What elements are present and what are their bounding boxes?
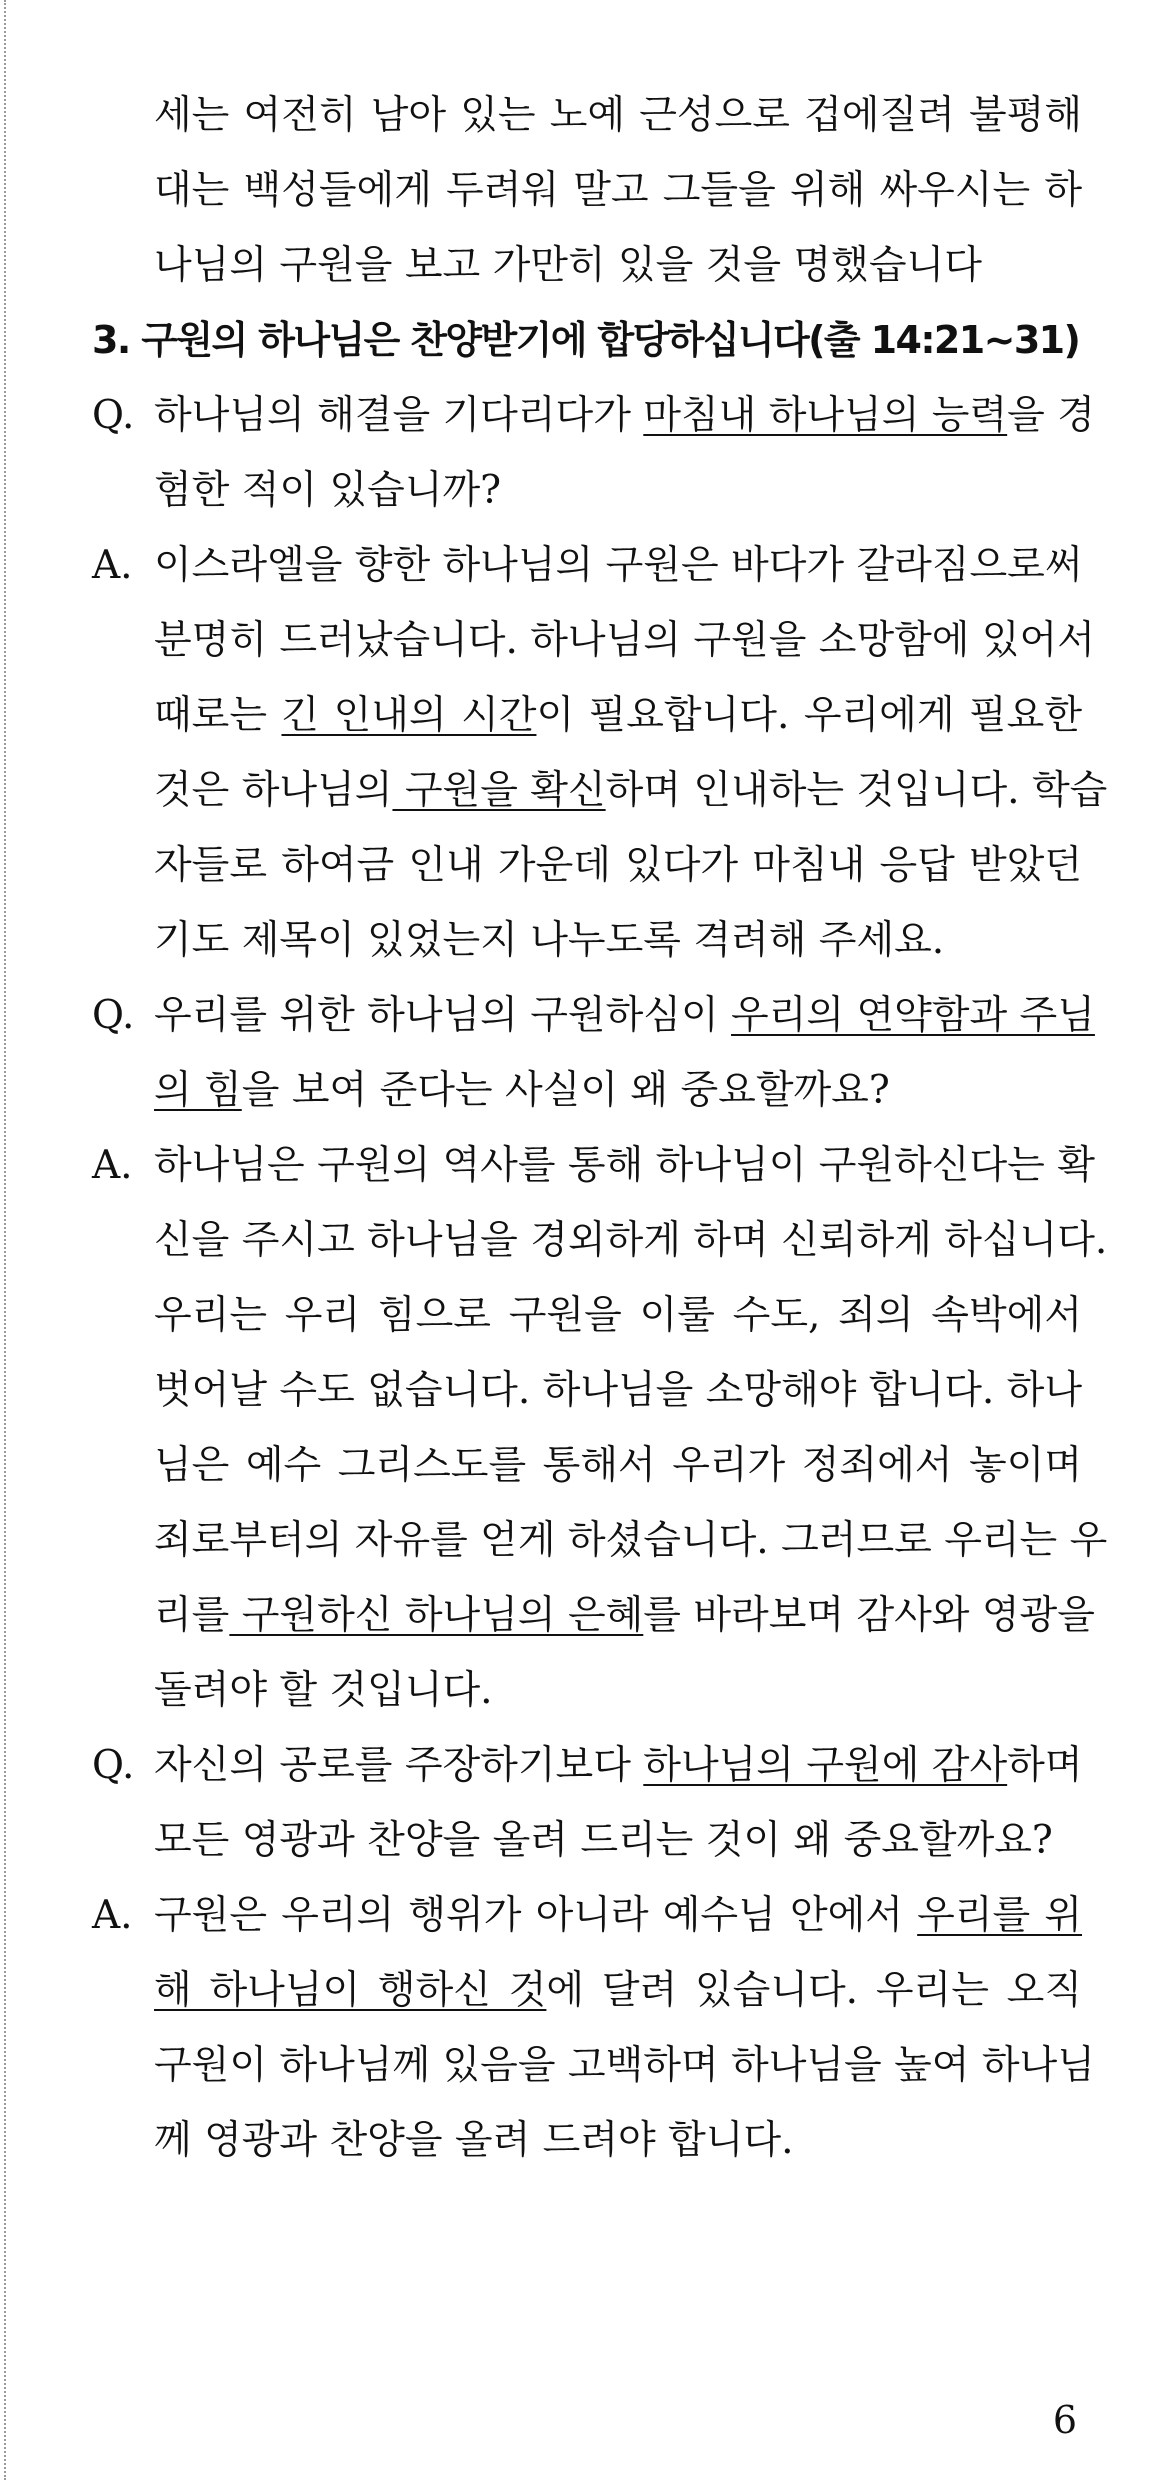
intro-line — [92, 228, 1082, 303]
qa-line-text — [154, 1278, 1082, 1353]
text-segment: 자들로 하여금 인내 가운데 있다가 마침내 응답 받았던 — [154, 843, 1082, 888]
text-segment: 하나님의 해결을 기다리다가 — [154, 393, 644, 438]
text-segment: 리를 — [154, 1593, 230, 1638]
text-segment: 신을 주시고 하나님을 경외하게 하며 신뢰하게 하십니다. — [154, 1218, 1108, 1263]
question-marker: Q. — [92, 1743, 135, 1788]
qa-line — [92, 1503, 1108, 1578]
indent-spacer — [92, 2028, 154, 2103]
qa-line — [92, 1653, 1082, 1728]
left-margin-dotted-rule — [4, 0, 6, 2480]
qa-line — [92, 678, 1082, 753]
qa-line — [92, 603, 1095, 678]
indent-spacer — [92, 828, 154, 903]
text-segment: 분명히 드러났습니다. 하나님의 구원을 소망함에 있어서 — [154, 618, 1095, 663]
text-segment: 때로는 — [154, 693, 282, 738]
text-segment: 하며 — [1007, 1743, 1083, 1788]
indent-spacer — [92, 1653, 154, 1728]
qa-line — [92, 828, 1082, 903]
qa-line-text — [154, 2103, 1082, 2178]
qa-line — [92, 1803, 1082, 1878]
answer-block — [92, 528, 1108, 978]
qa-line-text — [154, 528, 1083, 603]
text-segment: 께 영광과 찬양을 올려 드려야 합니다. — [154, 2118, 794, 2163]
underlined-phrase: 구원하신 하나님의 은혜 — [229, 1593, 644, 1638]
underlined-phrase: 하나님의 구원에 감사 — [643, 1743, 1008, 1788]
qa-line — [92, 2028, 1095, 2103]
text-segment: 우리는 우리 힘으로 구원을 이룰 수도, 죄의 속박에서 — [154, 1293, 1082, 1338]
text-segment: 구원이 하나님께 있음을 고백하며 하나님을 높여 하나님 — [154, 2043, 1095, 2088]
qa-line-text — [154, 1053, 1082, 1128]
underlined-phrase: 우리의 연약함과 주님 — [731, 993, 1095, 1038]
text-segment: 돌려야 할 것입니다. — [154, 1668, 493, 1713]
qa-line-text — [154, 1503, 1107, 1578]
intro-line-text: 세는 여전히 남아 있는 노예 근성으로 겁에질려 불평해 — [154, 93, 1082, 138]
text-segment: 이스라엘을 향한 하나님의 구원은 바다가 갈라짐으로써 — [154, 543, 1083, 588]
text-segment: 을 보여 준다는 사실이 왜 중요할까요? — [241, 1068, 890, 1113]
question-marker: Q. — [92, 393, 135, 438]
qa-list — [92, 378, 1108, 2178]
qa-line-text — [154, 1803, 1082, 1878]
qa-line — [92, 1953, 1082, 2028]
underlined-phrase: 우리를 위 — [917, 1893, 1083, 1938]
indent-spacer — [92, 453, 154, 528]
qa-line-text — [154, 1728, 1083, 1803]
intro-line-text: 대는 백성들에게 두려워 말고 그들을 위해 싸우시는 하 — [154, 168, 1082, 213]
qa-line-text — [154, 1203, 1107, 1278]
qa-line-text — [154, 1428, 1082, 1503]
qa-line-text — [154, 753, 1107, 828]
question-block — [92, 378, 1095, 528]
text-segment: 기도 제목이 있었는지 나누도록 격려해 주세요. — [154, 918, 945, 963]
text-segment: 험한 적이 있습니까? — [154, 468, 502, 513]
indent-spacer — [92, 903, 154, 978]
underlined-phrase: 의 힘 — [154, 1068, 242, 1113]
text-segment: 님은 예수 그리스도를 통해서 우리가 정죄에서 놓이며 — [154, 1443, 1082, 1488]
qa-line-text — [154, 453, 1082, 528]
question-block — [92, 1728, 1082, 1878]
intro-line-text: 나님의 구원을 보고 가만히 있을 것을 명했습니다 — [154, 243, 982, 288]
indent-spacer — [92, 153, 154, 228]
qa-line — [92, 1728, 1082, 1803]
indent-spacer — [92, 753, 154, 828]
page-number: 6 — [1052, 2398, 1077, 2442]
answer-marker: A. — [92, 1893, 133, 1938]
qa-line-text — [154, 1578, 1095, 1653]
indent-spacer — [92, 1353, 154, 1428]
answer-marker: A. — [92, 1143, 133, 1188]
indent-spacer — [92, 78, 154, 153]
qa-line-text — [154, 903, 1082, 978]
qa-line-text — [154, 378, 1095, 453]
section-heading: 3. 구원의 하나님은 찬양받기에 합당하십니다(출 14:21~31) — [92, 318, 1080, 362]
answer-marker: A. — [92, 543, 133, 588]
indent-spacer — [92, 1503, 154, 1578]
text-segment: 하며 인내하는 것입니다. 학습 — [605, 768, 1108, 813]
indent-spacer — [92, 1578, 154, 1653]
page-body — [92, 78, 1108, 2178]
answer-block — [92, 1128, 1108, 1728]
indent-spacer — [92, 1953, 154, 2028]
question-marker: Q. — [92, 993, 135, 1038]
qa-line-text — [154, 678, 1082, 753]
qa-line — [92, 1353, 1082, 1428]
qa-line — [92, 903, 1082, 978]
qa-line — [92, 528, 1082, 603]
text-segment: 에 달려 있습니다. 우리는 오직 — [546, 1968, 1082, 2013]
text-segment: 죄로부터의 자유를 얻게 하셨습니다. 그러므로 우리는 우 — [154, 1518, 1108, 1563]
qa-line — [92, 1428, 1082, 1503]
qa-line-text — [154, 1653, 1082, 1728]
qa-line-text — [154, 603, 1095, 678]
underlined-phrase: 해 하나님이 행하신 것 — [154, 1968, 547, 2013]
question-block — [92, 978, 1095, 1128]
qa-line — [92, 1203, 1108, 1278]
qa-line — [92, 1053, 1082, 1128]
qa-line — [92, 753, 1108, 828]
indent-spacer — [92, 2103, 154, 2178]
qa-line-text — [154, 1878, 1082, 1953]
indent-spacer — [92, 1203, 154, 1278]
text-segment: 구원은 우리의 행위가 아니라 예수님 안에서 — [154, 1893, 918, 1938]
text-segment: 를 바라보며 감사와 영광을 — [643, 1593, 1095, 1638]
qa-line-text — [154, 1953, 1082, 2028]
answer-block — [92, 1878, 1095, 2178]
text-segment: 하나님은 구원의 역사를 통해 하나님이 구원하신다는 확 — [154, 1143, 1095, 1188]
intro-line — [92, 153, 1082, 228]
intro-line — [92, 78, 1082, 153]
text-segment: 우리를 위한 하나님의 구원하심이 — [154, 993, 732, 1038]
qa-line — [92, 453, 1082, 528]
underlined-phrase: 긴 인내의 시간 — [281, 693, 537, 738]
qa-line-text — [154, 1353, 1082, 1428]
qa-line-text — [154, 2028, 1095, 2103]
qa-line — [92, 2103, 1082, 2178]
indent-spacer — [92, 1803, 154, 1878]
indent-spacer — [92, 228, 154, 303]
indent-spacer — [92, 1428, 154, 1503]
text-segment: 벗어날 수도 없습니다. 하나님을 소망해야 합니다. 하나 — [154, 1368, 1083, 1413]
underlined-phrase: 구원을 확신 — [392, 768, 606, 813]
text-segment: 모든 영광과 찬양을 올려 드리는 것이 왜 중요할까요? — [154, 1818, 1053, 1863]
text-segment: 이 필요합니다. 우리에게 필요한 — [536, 693, 1082, 738]
qa-line — [92, 1578, 1095, 1653]
qa-line — [92, 378, 1095, 453]
text-segment: 자신의 공로를 주장하기보다 — [154, 1743, 644, 1788]
qa-line — [92, 978, 1095, 1053]
indent-spacer — [92, 678, 154, 753]
underlined-phrase: 마침내 하나님의 능력 — [643, 393, 1008, 438]
text-segment: 을 경 — [1007, 393, 1095, 438]
indent-spacer — [92, 1278, 154, 1353]
intro-paragraph — [92, 78, 1082, 303]
qa-line — [92, 1128, 1095, 1203]
indent-spacer — [92, 1053, 154, 1128]
qa-line-text — [154, 828, 1082, 903]
text-segment: 것은 하나님의 — [154, 768, 393, 813]
qa-line — [92, 1278, 1082, 1353]
qa-line — [92, 1878, 1082, 1953]
qa-line-text — [154, 978, 1095, 1053]
qa-line-text — [154, 1128, 1095, 1203]
indent-spacer — [92, 603, 154, 678]
